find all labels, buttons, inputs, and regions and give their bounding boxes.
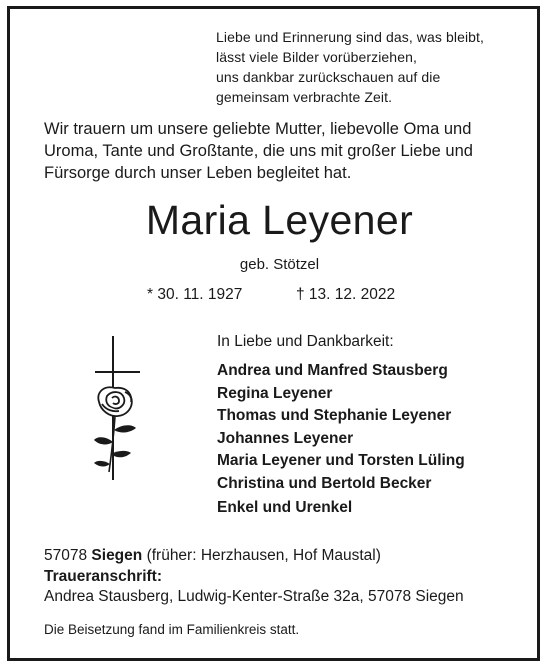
cross-with-rose-icon [82,332,148,482]
memorial-poem [216,27,516,107]
obituary-notice [7,6,540,661]
burial-note: Die Beisetzung fand im Familienkreis statt. [44,622,300,637]
mourning-statement [44,118,514,184]
grandchildren-line: Enkel und Urenkel [217,499,353,516]
death-date: † 13. 12. 2022 [296,286,396,303]
mourners-intro: In Liebe und Dankbarkeit: [217,333,394,350]
mourner-name: Thomas und Stephanie Leyener [217,407,452,424]
statement-line: Uroma, Tante und Großtante, die uns mit großer Liebe und [44,142,473,160]
mourner-name: Maria Leyener und Torsten Lüling [217,452,465,469]
deceased-name: Maria Leyener [145,197,414,243]
statement-line: Wir trauern um unsere geliebte Mutter, liebevolle Oma und [44,120,472,138]
postal-code: 57078 [44,547,88,564]
mourners-list [217,360,465,495]
mourner-name: Andrea und Manfred Stausberg [217,362,448,379]
mourner-name: Christina und Bertold Becker [217,474,432,492]
poem-line: lässt viele Bilder vorüberziehen, [216,49,417,65]
poem-line: Liebe und Erinnerung sind das, was bleibt, [216,29,485,45]
city-name: Siegen [91,547,143,564]
mourner-name: Johannes Leyener [217,429,354,447]
statement-line: Fürsorge durch unser Leben begleitet hat. [44,164,352,182]
poem-line: uns dankbar zurückschauen auf die [216,69,441,85]
city-note: (früher: Herzhausen, Hof Maustal) [146,547,381,564]
birth-date: * 30. 11. 1927 [147,286,243,303]
poem-line: gemeinsam verbrachte Zeit. [216,89,393,105]
mourning-address: Andrea Stausberg, Ludwig-Kenter-Straße 32a, 57078 Siegen [44,588,464,605]
residence-line [44,546,464,567]
mourner-name: Regina Leyener [217,384,333,402]
address-block [44,546,464,608]
mourning-address-label: Traueranschrift: [44,567,163,585]
birth-name: geb. Stötzel [239,256,320,273]
